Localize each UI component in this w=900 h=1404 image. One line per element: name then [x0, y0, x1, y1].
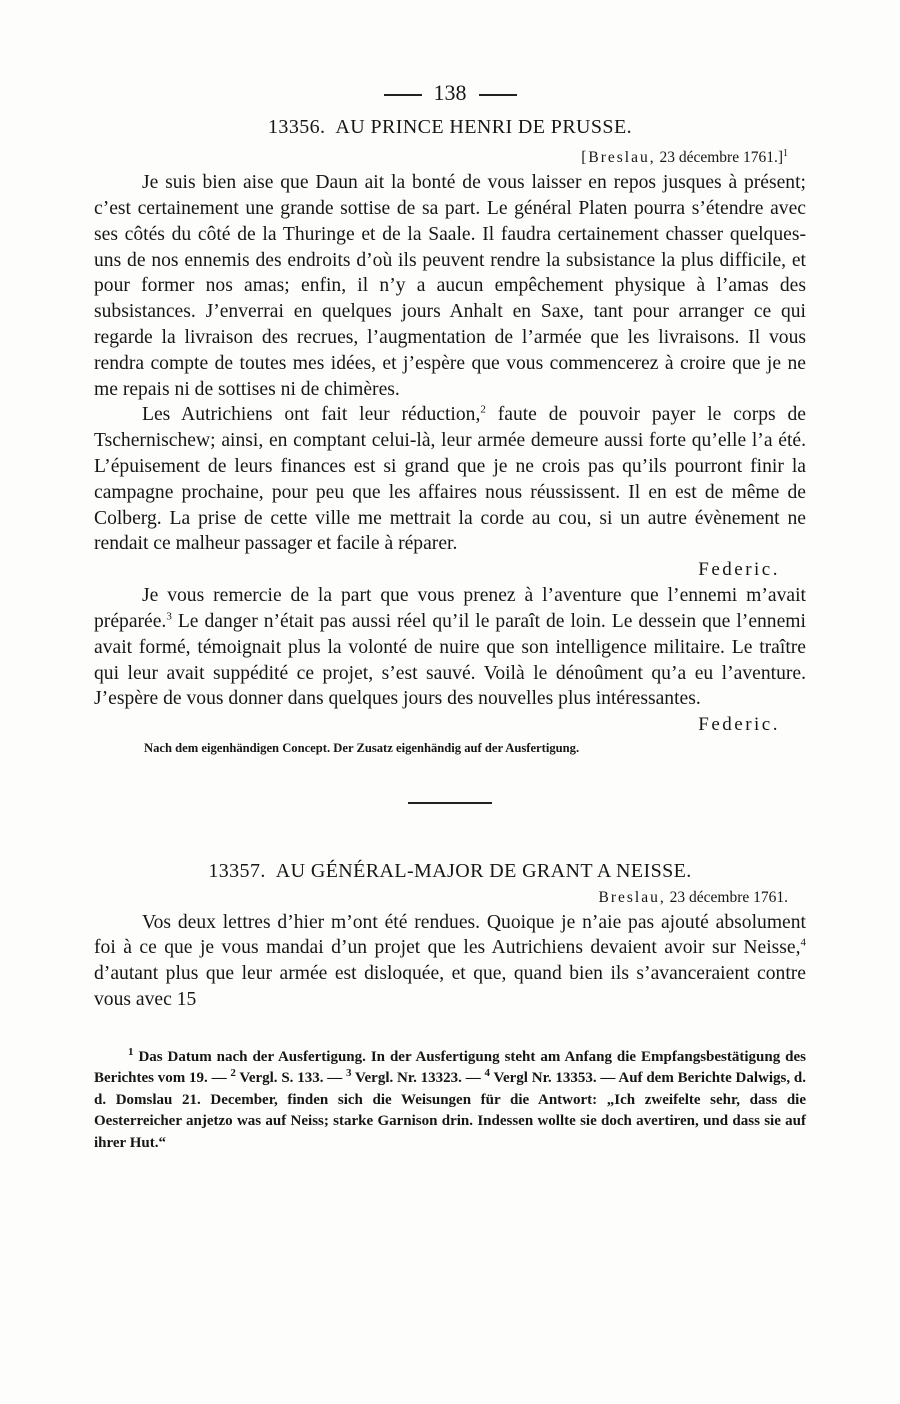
- section-separator: [408, 802, 492, 804]
- page-number-dash-right: [479, 94, 517, 96]
- letter-number: 13357.: [208, 859, 266, 882]
- letter-date: 23 décembre 1761.]: [659, 149, 783, 167]
- page-number: 138: [94, 78, 806, 108]
- footnote-ref-2: 2: [480, 403, 486, 416]
- footnote-ref-4: 4: [800, 936, 806, 949]
- footnote-ref-1: 1: [783, 148, 788, 159]
- letter-heading-13356: [94, 112, 806, 142]
- postscript-paragraph: Je vous remercie de la part que vous prenez à l’aventure que l’ennemi m’avait préparée.$^3$ Le danger n’était pas aussi réel qu’il le paraît de loin. Le dessein que l’ennemi avait formé, témoignait plus la volonté de nuire que son intelligence militaire. Le traître qui leur avait suppédité ce projet, s’est sauvé. Voilà le dénoûment qu’a eu l’aventure. J’espère de vous donner dans quelques jours des nouvelles plus intéressantes.: [94, 585, 806, 710]
- letter-number: 13356.: [268, 116, 326, 138]
- letter-place-date: [94, 886, 806, 910]
- document-page: [94, 78, 806, 1154]
- letter-title: AU PRINCE HENRI DE PRUSSE.: [335, 116, 632, 138]
- letter-paragraph: Vos deux lettres d’hier m’ont été rendues. Quoique je n’aie pas ajouté absolument foi à ce que je vous mandai d’un projet que les Autrichiens devaient avoir sur Neisse,$^4$ d’autant plus que leur armée est disloquée, et que, quand bien ils s’avanceraient contre vous avec 15: [94, 911, 806, 1010]
- footnote-text: $^1$ Das Datum nach der Ausfertigung. In der Ausfertigung steht am Anfang die Empfangsbestätigung des Berichtes vom 19. — $^2$ Vergl. S. 133. — $^3$ Vergl. Nr. 13323. — $^4$ Vergl Nr. 13353. — Auf dem Berichte Dalwigs, d. d. Domslau 21. December, finden sich die Weisungen für die Antwort: „Ich zweifelte sehr, dass die Oesterreicher anjetzo was auf Neiss; starke Garnison drin. Indessen wollte sie doch avertiren, und dass sie auf ihrer Hut.“: [94, 1045, 806, 1151]
- page-number-dash-left: [384, 94, 422, 96]
- signature: Federic.: [698, 714, 780, 736]
- letter-place: [Breslau,: [581, 149, 656, 167]
- letter-heading-13357: [94, 856, 806, 886]
- letter-title: AU GÉNÉRAL-MAJOR DE GRANT A NEISSE.: [275, 859, 692, 882]
- letter-paragraph: Les Autrichiens ont fait leur réduction,$^2$ faute de pouvoir payer le corps de Tschernischew; ainsi, en comptant celui-là, leur armée demeure aussi forte qu’elle l’a été. L’épuisement de leurs finances est si grand que je ne crois pas qu’ils pourront finir la campagne prochaine, pour peu que les affaires nous réussissent. Il en est de même de Colberg. La prise de cette ville me mettrait la corde au cou, si un autre évènement ne rendait ce malheur passager et facile à réparer.: [94, 403, 807, 555]
- footnotes: [94, 1047, 806, 1155]
- letter-date: 23 décembre 1761.: [669, 888, 788, 906]
- letter-place: Breslau,: [598, 888, 666, 906]
- footnote-ref-3: 3: [166, 610, 172, 623]
- letter-paragraph: Je suis bien aise que Daun ait la bonté de vous laisser en repos jusques à présent; c’est certainement une grande sottise de sa part. Le général Platen pourra s’étendre avec ses côtés du côté de la Thuringe et de la Saale. Il faudra certainement chasser quelques-uns de nos ennemis des endroits d’où ils peuvent rendre la subsistance la plus difficile, et pour former nos amas; enfin, il n’y a aucun empêchement physique à l’amas des subsistances. J’enverrai en quelques jours Anhalt en Saxe, tant pour arranger ce qui regarde la livraison des recrues, l’augmentation de l’armée que les livraisons. Il vous rendra compte de toutes mes idées, et j’espère que vous commencerez à croire que je ne me repais ni de sottises ni de chimères.: [94, 172, 806, 400]
- source-note: Nach dem eigenhändigen Concept. Der Zusatz eigenhändig auf der Ausfertigung.: [144, 741, 580, 756]
- signature: Federic.: [698, 559, 780, 581]
- letter-place-date: [94, 142, 806, 170]
